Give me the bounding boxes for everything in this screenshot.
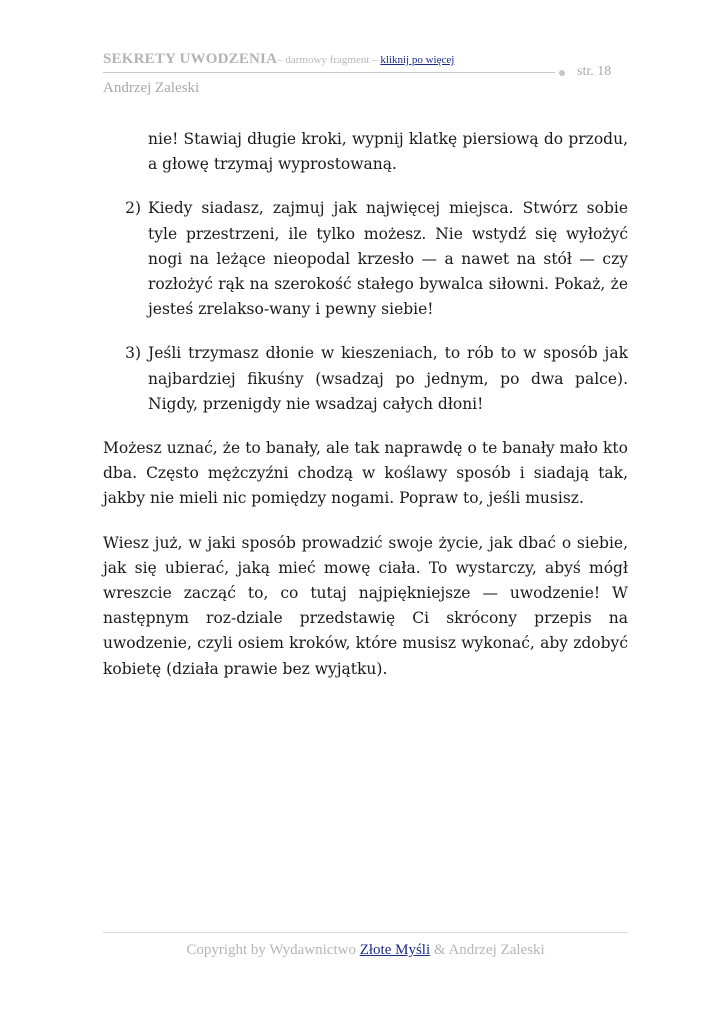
more-link[interactable]: kliknij po więcej [380,54,455,66]
header-author: Andrzej Zaleski [103,80,200,96]
list-item-text: Jeśli trzymasz dłonie w kieszeniach, to rób to w sposób jak najbardziej fikuśny (wsadzaj po jednym, po dwa palce). Nigdy, przenigdy nie wsadzaj całych dłoni! [148,344,628,413]
page-footer [103,932,628,959]
header-subtitle: darmowy fragment – [282,54,381,66]
page-header [103,50,628,96]
copyright-line [103,942,628,959]
list-item-number: 3) [125,344,141,363]
list-item-text: Kiedy siadasz, zajmuj jak najwięcej miejsca. Stwórz sobie tyle przestrzeni, ile tylko możesz. Nie wstydź się wyłożyć nogi na leżące nieopodal krzesło — a nawet na stół — czy rozłożyć rąk na szerokość stałego bywalca siłowni. Pokaż, że jesteś zrelakso-wany i pewny siebie! [148,199,628,319]
footer-rule [103,932,628,933]
page-number: str. 18 [577,64,612,79]
bullet-dot-icon [559,70,565,76]
list-item [103,196,628,322]
page-body [103,127,628,701]
paragraph: Wiesz już, w jaki sposób prowadzić swoje życie, jak dbać o siebie, jak się ubierać, jaką mieć mowę ciała. To wystarczy, abyś mógł wreszcie zacząć to, co tutaj najpiękniejsze — uwodzenie! W następnym roz-dziale przedstawię Ci skrócony przepis na uwodzenie, czyli osiem kroków, które musisz wykonać, aby zdobyć kobietę (działa prawie bez wyjątku). [103,533,628,678]
list-item [103,341,628,417]
copyright-suffix: & Andrzej Zaleski [430,942,545,958]
paragraph: Możesz uznać, że to banały, ale tak naprawdę o te banały mało kto dba. Często mężczyźni chodzą w koślawy sposób i siadają tak, jakby nie mieli nic pomiędzy nogami. Popraw to, jeśli musisz. [103,439,628,508]
list-item-number: 2) [125,199,141,218]
header-title-line [103,50,628,68]
list-item-continuation: nie! Stawiaj długie kroki, wypnij klatkę piersiową do przodu, a głowę trzymaj wyprostowaną. [148,130,628,174]
title-dash: – [277,54,283,66]
header-rule [103,72,555,73]
book-title: SEKRETY UWODZENIA [103,51,278,67]
copyright-prefix: Copyright by Wydawnictwo [186,942,360,958]
publisher-link[interactable]: Złote Myśli [359,942,431,958]
